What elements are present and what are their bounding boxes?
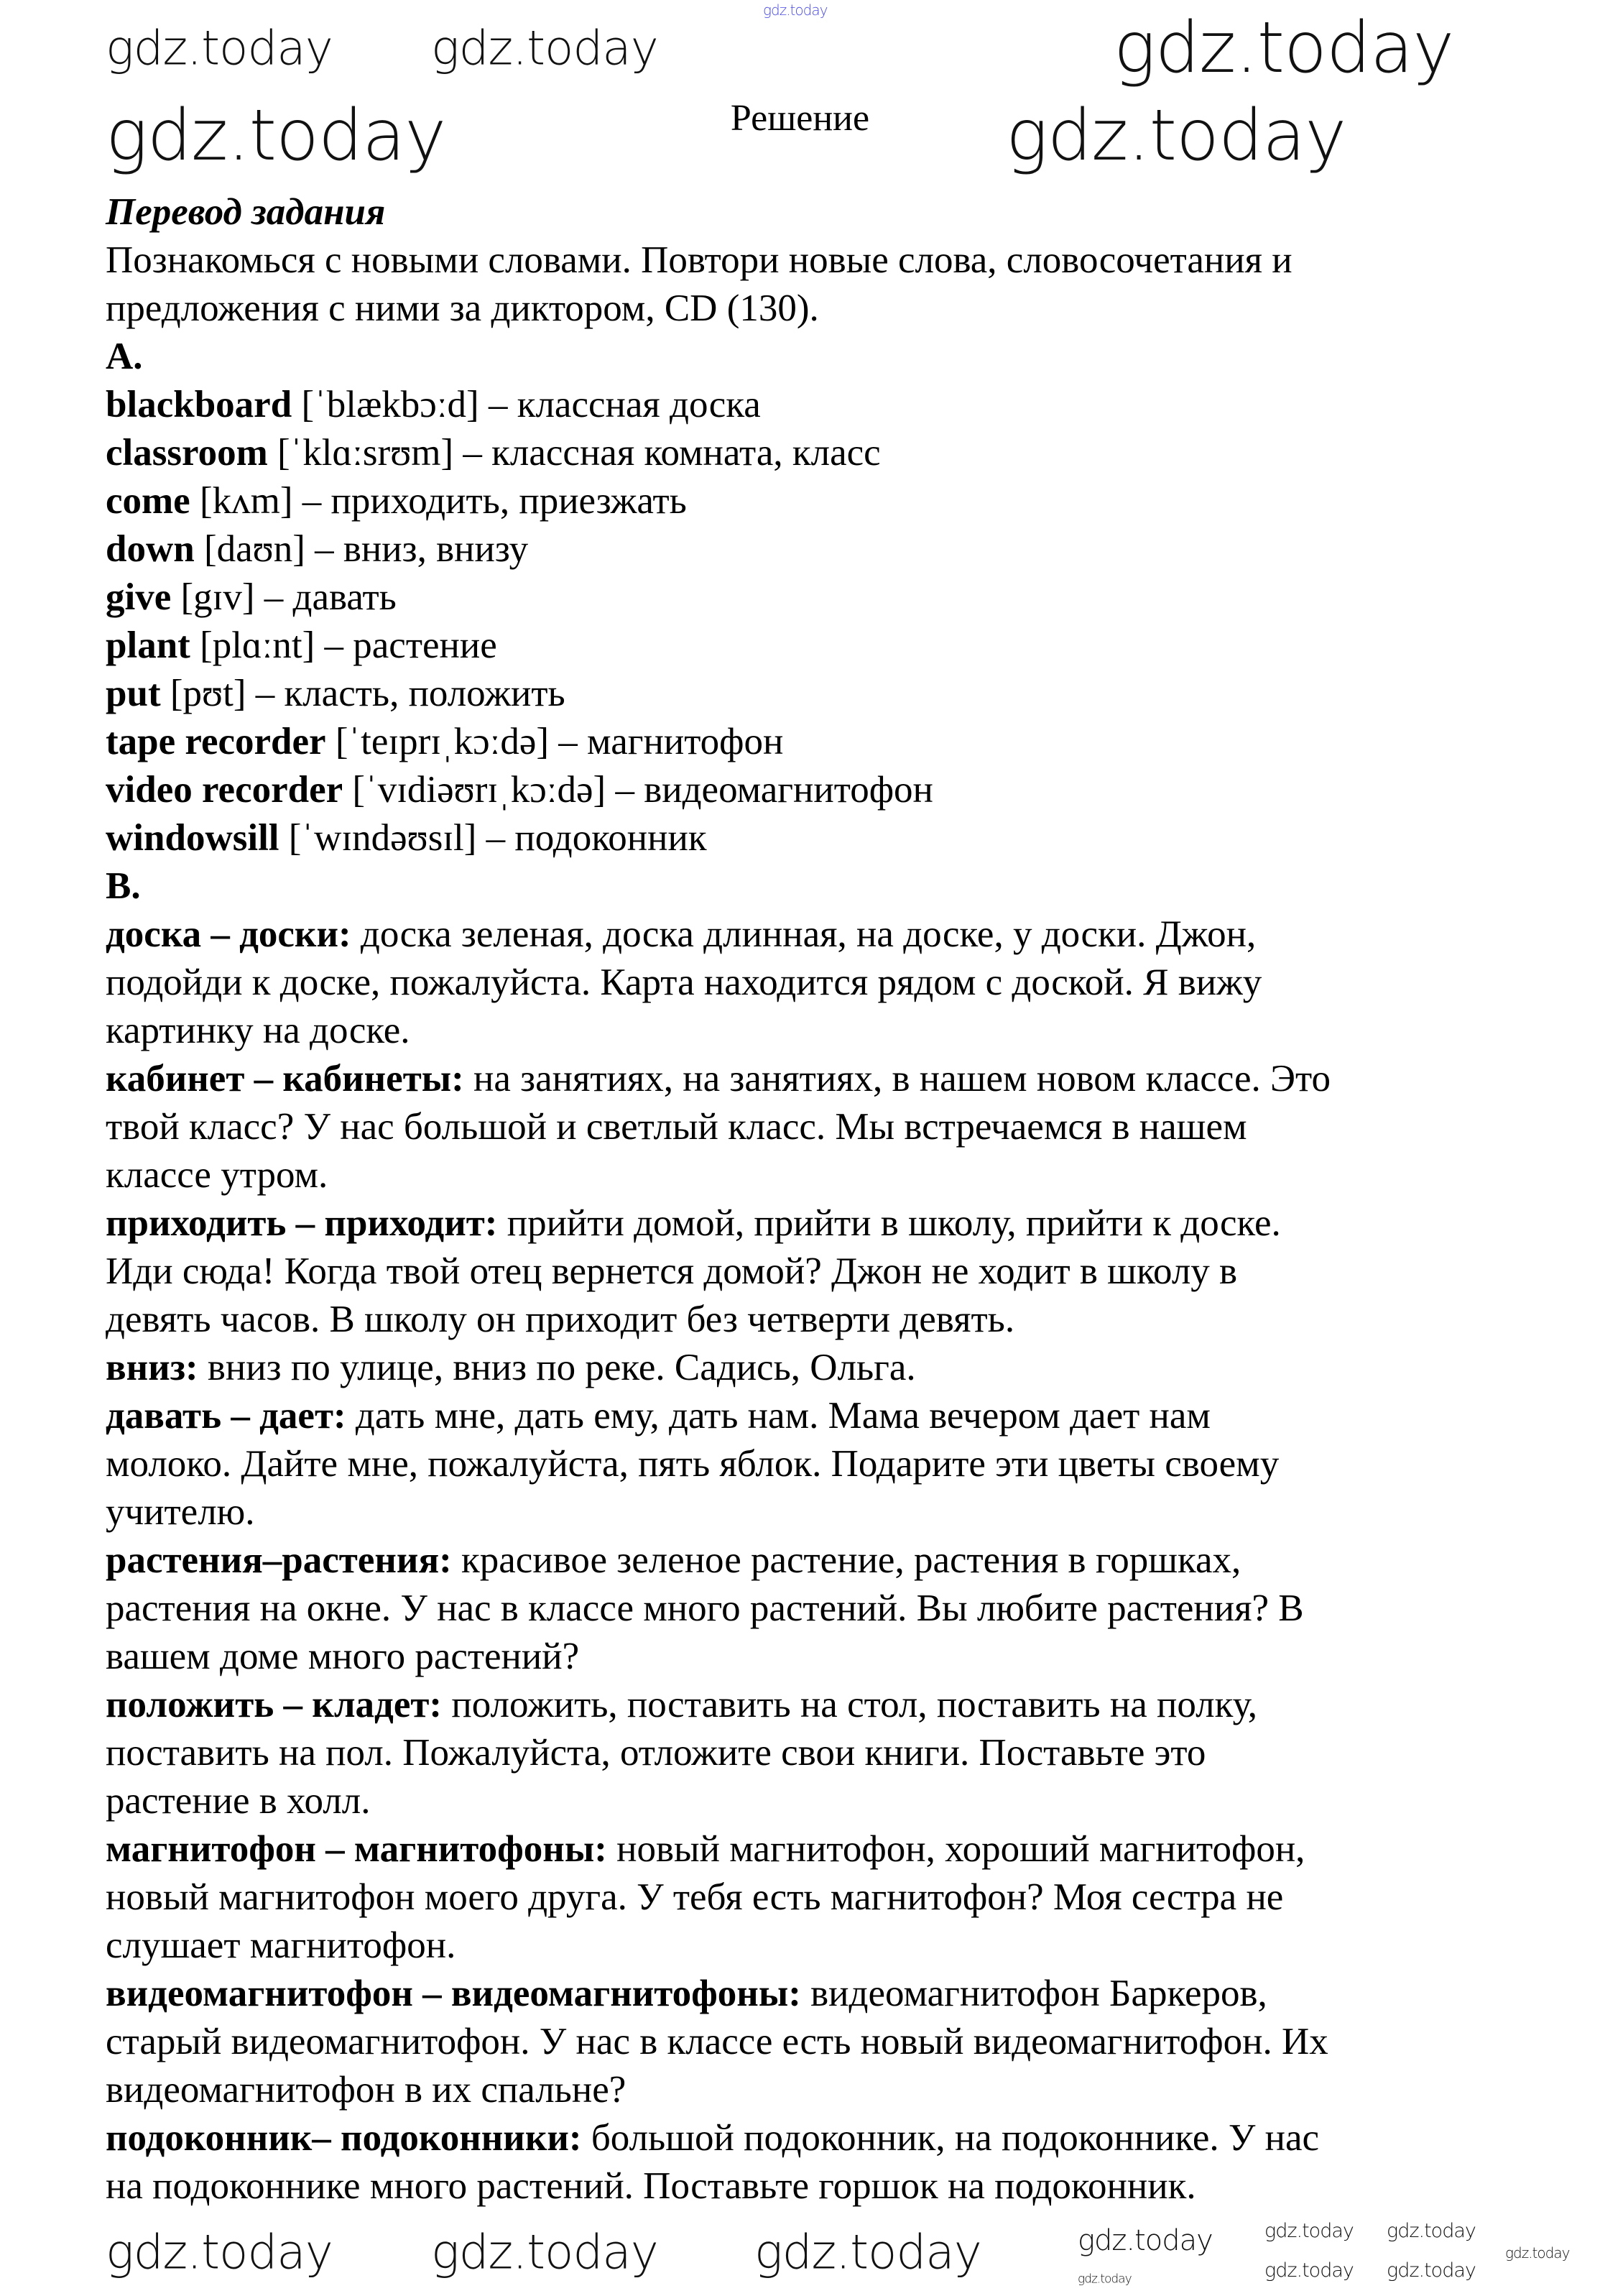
vocab-word: plant (106, 624, 190, 666)
phrase-entry (106, 1970, 1331, 2114)
phrase-text: твой класс? У нас большой и светлый класс. Мы встречаемся в нашем (106, 1106, 1247, 1148)
vocab-transcription: [ˈteɪprɪˌkɔːdə] (335, 721, 550, 762)
vocab-entry (106, 766, 1331, 814)
phrase-term: вниз: (106, 1347, 198, 1388)
vocab-word: classroom (106, 432, 268, 474)
phrase-entry (106, 1055, 1331, 1199)
phrase-text: растение в холл. (106, 1780, 371, 1822)
vocab-translation: – вниз, внизу (315, 528, 529, 570)
phrase-line (106, 1344, 1331, 1392)
vocab-transcription: [pʊt] (170, 673, 246, 714)
watermark: gdz.today (1387, 2220, 1476, 2243)
phrase-term: давать – дает: (106, 1395, 346, 1437)
vocab-translation: – растение (324, 624, 497, 666)
phrase-line (106, 1536, 1331, 1585)
phrase-text: положить, поставить на стол, поставить на полку, (442, 1684, 1258, 1725)
phrase-line (106, 1585, 1331, 1633)
vocab-transcription: [ˈwɪndəʊsɪl] (288, 817, 477, 859)
phrase-text: учителю. (106, 1491, 255, 1533)
phrase-line (106, 1777, 1331, 1825)
phrase-text: старый видеомагнитофон. У нас в классе есть новый видеомагнитофон. Их (106, 2021, 1328, 2062)
watermark: gdz.today (1264, 2259, 1354, 2282)
phrase-line (106, 1151, 1331, 1199)
phrase-text: прийти домой, прийти в школу, прийти к доске. (497, 1202, 1281, 1244)
watermark: gdz.today (106, 95, 446, 177)
phrase-line (106, 2114, 1331, 2162)
phrase-term: положить – кладет: (106, 1684, 443, 1725)
phrase-term: приходить – приходит: (106, 1202, 498, 1244)
phrase-term: растения–растения: (106, 1539, 452, 1581)
phrase-text: подойди к доске, пожалуйста. Карта находится рядом с доской. Я вижу (106, 962, 1262, 1003)
phrase-text: дать мне, дать ему, дать нам. Мама вечером дает нам (346, 1395, 1211, 1437)
vocab-transcription: [kʌm] (199, 480, 293, 522)
phrase-text: поставить на пол. Пожалуйста, отложите свои книги. Поставьте это (106, 1732, 1206, 1774)
phrase-text: картинку на доске. (106, 1010, 410, 1051)
vocab-entry (106, 622, 1331, 670)
vocab-entry (106, 814, 1331, 862)
phrase-line (106, 1922, 1331, 1970)
phrase-text: Иди сюда! Когда твой отец вернется домой? Джон не ходит в школу в (106, 1250, 1238, 1292)
vocab-entry (106, 381, 1331, 429)
vocab-word: blackboard (106, 384, 292, 425)
phrase-line (106, 1296, 1331, 1344)
section-a-label-line (106, 333, 1331, 381)
phrase-text: новый магнитофон моего друга. У тебя есть магнитофон? Моя сестра не (106, 1876, 1284, 1918)
watermark: gdz.today (431, 20, 658, 76)
vocab-translation: – класть, положить (255, 673, 565, 714)
watermark: gdz.today (1387, 2259, 1476, 2282)
phrase-text: новый магнитофон, хороший магнитофон, (606, 1828, 1305, 1870)
watermark: gdz.today (1078, 2224, 1213, 2257)
phrase-line (106, 1103, 1331, 1151)
phrase-line (106, 1392, 1331, 1440)
phrase-line (106, 1729, 1331, 1777)
vocab-word: give (106, 576, 172, 618)
title-text: Решение (730, 98, 870, 139)
watermark: gdz.today (1006, 95, 1346, 177)
phrase-term: магнитофон – магнитофоны: (106, 1828, 607, 1870)
phrase-line (106, 959, 1331, 1007)
vocab-translation: – классная комната, класс (463, 432, 881, 474)
vocab-transcription: [plɑːnt] (200, 624, 315, 666)
phrase-text: на подоконнике много растений. Поставьте горшок на подоконник. (106, 2165, 1196, 2207)
phrase-term: подоконник– подоконники: (106, 2117, 582, 2159)
watermark: gdz.today (106, 20, 333, 76)
watermark: gdz.today (1264, 2220, 1354, 2243)
vocab-word: tape recorder (106, 721, 326, 762)
watermark: gdz.today (763, 1, 828, 19)
phrase-text: классе утром. (106, 1154, 328, 1196)
phrase-text: слушает магнитофон. (106, 1924, 456, 1966)
phrase-text: большой подоконник, на подоконнике. У нас (581, 2117, 1320, 2159)
watermark: gdz.today (754, 2224, 981, 2280)
phrase-line (106, 1440, 1331, 1488)
phrase-entry (106, 1681, 1331, 1825)
phrase-line (106, 2018, 1331, 2066)
phrase-line (106, 2066, 1331, 2114)
vocab-entry (106, 670, 1331, 718)
vocab-word: down (106, 528, 195, 570)
phrase-line (106, 2162, 1331, 2210)
phrase-line (106, 1007, 1331, 1055)
vocab-translation: – давать (264, 576, 397, 618)
phrase-text: на занятиях, на занятиях, в нашем новом классе. Это (463, 1058, 1331, 1099)
phrase-text: видеомагнитофон в их спальне? (106, 2069, 626, 2111)
phrase-entry (106, 1199, 1331, 1344)
task-text-line: предложения с ними за диктором, CD (130). (106, 287, 819, 329)
phrase-line (106, 1873, 1331, 1922)
phrase-term: видеомагнитофон – видеомагнитофоны: (106, 1973, 801, 2014)
watermark: gdz.today (431, 2224, 658, 2280)
vocab-entry (106, 429, 1331, 477)
section-b-label: B. (106, 865, 141, 907)
phrase-line (106, 1681, 1331, 1729)
phrase-term: кабинет – кабинеты: (106, 1058, 464, 1099)
vocab-word: video recorder (106, 769, 343, 811)
vocab-translation: – приходить, приезжать (302, 480, 687, 522)
vocab-transcription: [ˈvɪdiəʊrɪˌkɔːdə] (352, 769, 606, 811)
section-a-label: A. (106, 336, 143, 377)
phrase-entry (106, 2114, 1331, 2210)
phrase-text: вашем доме много растений? (106, 1636, 580, 1677)
phrase-line (106, 1825, 1331, 1873)
section-a (106, 381, 1331, 862)
vocab-transcription: [ˈblækbɔːd] (301, 384, 479, 425)
vocab-transcription: [daʊn] (203, 528, 305, 570)
task-heading: Перевод задания (106, 191, 386, 233)
vocab-translation: – подоконник (486, 817, 707, 859)
phrase-entry (106, 1536, 1331, 1681)
phrase-line (106, 1248, 1331, 1296)
phrase-entry (106, 910, 1331, 1055)
vocab-word: come (106, 480, 190, 522)
watermark: gdz.today (1505, 2244, 1570, 2262)
vocab-translation: – видеомагнитофон (615, 769, 933, 811)
phrase-text: растения на окне. У нас в классе много растений. Вы любите растения? В (106, 1587, 1304, 1629)
phrase-line (106, 1633, 1331, 1681)
vocab-transcription: [gɪv] (180, 576, 255, 618)
phrase-line (106, 1970, 1331, 2018)
vocab-transcription: [ˈklɑːsrʊm] (277, 432, 454, 474)
phrase-line (106, 1488, 1331, 1536)
phrase-entry (106, 1392, 1331, 1536)
phrase-line (106, 910, 1331, 959)
vocab-translation: – классная доска (488, 384, 761, 425)
watermark: gdz.today (1078, 2272, 1132, 2287)
vocab-word: windowsill (106, 817, 279, 859)
watermark: gdz.today (1114, 7, 1454, 90)
phrase-text: молоко. Дайте мне, пожалуйста, пять яблок. Подарите эти цветы своему (106, 1443, 1280, 1485)
phrase-line (106, 1199, 1331, 1248)
section-b (106, 910, 1331, 2210)
vocab-entry (106, 573, 1331, 622)
phrase-text: видеомагнитофон Баркеров, (800, 1973, 1267, 2014)
phrase-text: доска зеленая, доска длинная, на доске, у доски. Джон, (351, 913, 1257, 955)
phrase-text: девять часов. В школу он приходит без четверти девять. (106, 1299, 1015, 1340)
vocab-entry (106, 525, 1331, 573)
watermark: gdz.today (106, 2224, 333, 2280)
vocab-entry (106, 477, 1331, 525)
phrase-entry (106, 1825, 1331, 1970)
task-text-line: Познакомься с новыми словами. Повтори новые слова, словосочетания и (106, 239, 1293, 281)
section-b-label-line (106, 862, 1331, 910)
phrase-term: доска – доски: (106, 913, 351, 955)
vocab-entry (106, 718, 1331, 766)
phrase-text: вниз по улице, вниз по реке. Садись, Ольга. (198, 1347, 916, 1388)
document-body (106, 188, 1331, 2210)
phrase-line (106, 1055, 1331, 1103)
vocab-word: put (106, 673, 161, 714)
vocab-translation: – магнитофон (558, 721, 784, 762)
phrase-text: красивое зеленое растение, растения в горшках, (451, 1539, 1241, 1581)
phrase-entry (106, 1344, 1331, 1392)
